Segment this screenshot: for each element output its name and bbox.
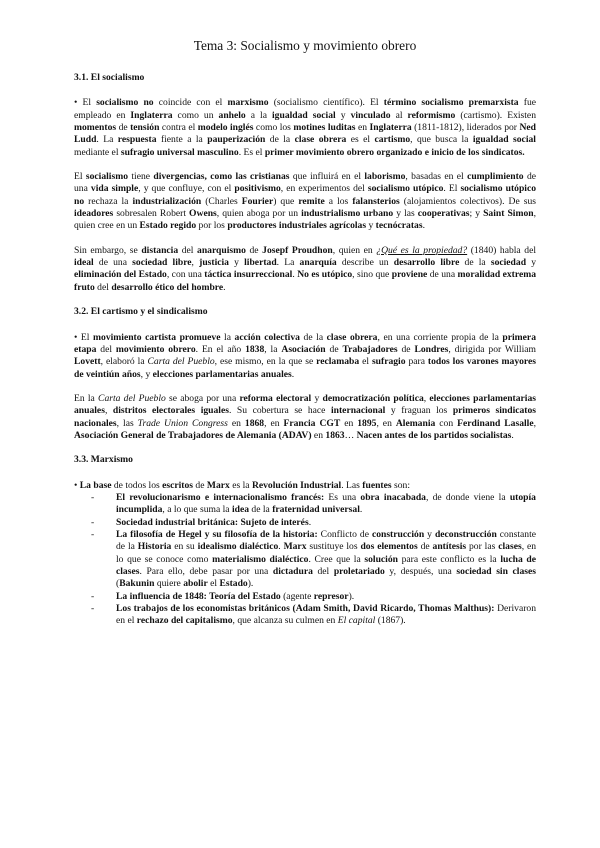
text-run: idea — [231, 504, 249, 516]
text-run: y fraguan los — [385, 405, 453, 417]
text-run: en su — [171, 541, 198, 553]
text-run: táctica insurreccional — [204, 269, 293, 281]
text-run: modelo inglés — [197, 122, 254, 134]
text-run: . — [511, 429, 514, 441]
text-run: deconstrucción — [434, 528, 497, 540]
text-run: de una — [74, 171, 536, 195]
text-run: el — [359, 356, 372, 368]
text-run: Josepf Proudhon — [262, 244, 333, 256]
text-run: • — [74, 479, 80, 491]
text-run: ideal — [74, 257, 94, 269]
text-run: industrialización — [132, 195, 202, 207]
text-run: (cartismo). Existen — [455, 109, 536, 121]
text-run: acción colectiva — [234, 331, 300, 343]
text-run: Inglaterra — [369, 122, 412, 134]
text-run: • El — [74, 97, 97, 109]
text-run: socialismo no — [96, 97, 154, 109]
paragraph — [74, 393, 536, 442]
text-run: ). — [247, 578, 254, 590]
text-run: Lovett — [74, 356, 101, 368]
text-run: libertad — [244, 257, 277, 269]
text-run: • El — [74, 331, 94, 343]
text-run: dos elementos — [360, 541, 418, 553]
text-run: tiene — [128, 171, 154, 183]
text-run: al — [390, 109, 408, 121]
text-run: proletariado — [333, 566, 385, 577]
text-run: por las — [466, 541, 499, 553]
text-run: para este conflicto es la — [397, 553, 501, 565]
text-run: ideadores — [74, 208, 114, 220]
text-run: rechazo del capitalismo — [136, 615, 233, 627]
text-run: clase obrera — [326, 331, 378, 343]
text-run: por los — [196, 220, 228, 232]
text-run: La filosofía de Hegel y su filosofía de la historia: — [116, 528, 318, 540]
text-run: El — [74, 171, 86, 183]
text-run: en — [355, 122, 370, 134]
text-run: coincide con el — [153, 97, 228, 109]
text-run: , en lo que se conoce como — [116, 541, 537, 565]
text-run: de — [417, 541, 433, 553]
text-run: anhelo — [218, 109, 246, 121]
text-run: de la — [249, 504, 273, 516]
text-run: Los trabajos de los economistas británicos (Adam Smith, David Ricardo, Thomas Malthus): — [116, 603, 495, 615]
text-run: es la — [229, 479, 252, 491]
text-run: (socialismo científico). El — [268, 97, 384, 109]
text-run: utopía incumplida — [116, 491, 536, 516]
section-heading: 3.2. El cartismo y el sindicalismo — [74, 306, 208, 318]
text-run: , que alcanza su culmen en — [232, 615, 338, 627]
text-run: sociedad sin clases — [456, 566, 536, 577]
text-run: clase obrera — [294, 134, 347, 146]
document-body — [74, 72, 536, 628]
text-run: y — [424, 528, 435, 540]
text-run: Estado regido — [139, 220, 197, 232]
text-run: marxismo — [227, 97, 269, 109]
text-run: ( — [116, 578, 120, 590]
text-run: momentos — [74, 122, 117, 134]
text-run: construcción — [371, 528, 425, 540]
text-run: de — [193, 479, 207, 491]
text-run: , de donde viene la — [425, 491, 510, 503]
text-run: con — [435, 417, 458, 429]
text-run: igualdad social — [272, 109, 336, 121]
text-run: y las — [393, 208, 418, 220]
text-run: Owens — [189, 208, 217, 220]
document-title: Tema 3: Socialismo y movimiento obrero — [193, 38, 417, 53]
section-heading: 3.1. El socialismo — [74, 72, 145, 83]
text-run: Inglaterra — [130, 109, 173, 121]
text-run: . — [308, 516, 312, 528]
text-run: sociedad libre — [132, 257, 192, 269]
text-run: elecciones parlamentarias anuales — [152, 368, 292, 380]
paragraph — [74, 171, 536, 233]
text-run: productores industriales agrícolas — [227, 220, 367, 232]
text-run: . — [422, 220, 425, 232]
paragraph — [74, 480, 536, 492]
text-run: 1863 — [325, 429, 345, 441]
text-run: describe un — [336, 257, 394, 269]
text-run: antítesis — [432, 541, 467, 553]
text-run: escritos — [162, 479, 194, 491]
text-run: anarquía — [299, 257, 337, 269]
text-run: para — [405, 356, 428, 368]
text-run: , ese mismo, en la que se — [214, 356, 317, 368]
text-run: todos los varones mayores de veintiún años — [74, 356, 536, 380]
text-run: . El — [443, 183, 461, 195]
text-run: internacional — [330, 405, 386, 417]
text-run: a los — [324, 195, 353, 207]
text-run: tecnócratas — [375, 220, 423, 232]
text-run: , elaboró la — [100, 356, 148, 368]
text-run: . En el año — [195, 343, 246, 355]
text-run: vinculado — [350, 109, 391, 121]
text-run: . Para ello, debe pasar por una — [139, 566, 273, 577]
text-run: El capital — [337, 615, 376, 627]
text-run: , basadas en el — [405, 171, 468, 183]
text-run: positivismo — [234, 183, 281, 195]
text-run: ) que — [273, 195, 299, 207]
paragraph — [74, 245, 536, 294]
list-item — [116, 591, 536, 603]
text-run: y — [228, 257, 245, 269]
text-run: movimiento obrero — [115, 343, 196, 355]
text-run: es el — [346, 134, 375, 146]
text-run: del — [178, 244, 198, 256]
text-run: en — [311, 429, 326, 441]
text-run: obra inacabada — [360, 491, 426, 503]
text-run: elecciones parlamentarias anuales — [74, 392, 536, 417]
text-run: igualdad social — [472, 134, 536, 146]
text-run: socialismo — [85, 171, 128, 183]
text-run: Carta del Pueblo — [98, 392, 166, 404]
text-run: Francia CGT — [283, 417, 341, 429]
text-run: como un — [172, 109, 219, 121]
text-run: cumplimiento — [467, 171, 524, 183]
text-run: (Charles — [201, 195, 242, 207]
text-run: moralidad extrema fruto — [74, 269, 536, 293]
text-run: de todos los — [111, 479, 163, 491]
text-run: Derivaron en el — [116, 603, 536, 627]
text-run: . Es el — [238, 146, 265, 158]
text-run: industrialismo urbano — [301, 208, 394, 220]
text-run: sustituye los — [306, 541, 361, 553]
text-run: de una — [93, 257, 133, 269]
text-run: Marx — [206, 479, 230, 491]
text-run: . — [359, 504, 363, 516]
text-run: El revolucionarismo e internacionalismo francés: — [116, 491, 325, 503]
text-run: Bakunin — [119, 578, 155, 590]
text-run: , a lo que suma la — [162, 504, 232, 516]
text-run: , en — [264, 417, 284, 429]
text-run: ; y — [469, 208, 484, 220]
text-run: Saint Simon — [483, 208, 534, 220]
text-run: de — [397, 343, 415, 355]
text-run: , en experimentos del — [280, 183, 368, 195]
text-run: del — [96, 343, 116, 355]
text-run: de la — [459, 257, 491, 269]
text-run: . Cree que la — [308, 553, 365, 565]
text-run: y — [311, 392, 323, 404]
text-run: 1895 — [357, 417, 377, 429]
text-run: . La — [96, 134, 118, 146]
text-run: (alojamientos colectivos). De sus — [399, 195, 537, 207]
text-run: Historia — [137, 541, 172, 553]
text-run: , y que confluye, con el — [138, 183, 235, 195]
text-run: , sino que — [352, 269, 392, 281]
text-run: y, después, una — [384, 566, 457, 577]
text-run: Sociedad industrial británica: Sujeto de interés — [116, 516, 309, 528]
text-run: solución — [364, 553, 398, 565]
text-run: remite — [298, 195, 325, 207]
text-run: dictadura — [272, 566, 313, 577]
text-run: Trade Union Congress — [137, 417, 228, 429]
text-run: Sin embargo, se — [74, 244, 142, 256]
paragraph — [74, 332, 536, 381]
text-run: represor — [313, 590, 349, 602]
text-run: , las — [116, 417, 138, 429]
text-run: primeros sindicatos nacionales — [74, 405, 537, 429]
text-run: cooperativas — [417, 208, 470, 220]
section-heading: 3.3. Marxismo — [74, 454, 133, 466]
text-run: de — [325, 343, 343, 355]
text-run: y — [366, 220, 376, 232]
text-run: mediante el — [74, 146, 121, 158]
text-run: , y — [140, 368, 153, 380]
paragraph — [74, 97, 536, 159]
text-run: , — [423, 392, 430, 404]
text-run: sufragio universal masculino — [120, 146, 239, 158]
text-run: se aboga por una — [165, 392, 240, 404]
text-run: Carta del Pueblo — [147, 356, 215, 368]
text-run: lucha de clases — [116, 553, 537, 577]
text-run: tensión — [130, 122, 160, 134]
text-run: , la — [264, 343, 282, 355]
text-run: rechaza la — [84, 195, 133, 207]
text-run: La influencia de 1848: Teoría del Estado — [116, 590, 281, 602]
source-list — [74, 492, 536, 628]
text-run: 1838 — [245, 343, 265, 355]
text-run: . — [223, 281, 226, 293]
text-run: Asociación General de Trabajadores de Alemania (ADAV) — [74, 429, 312, 441]
text-run: y — [335, 109, 351, 121]
text-run: desarrollo libre — [393, 257, 460, 269]
text-run: pauperización — [207, 134, 266, 146]
text-run: La base — [79, 479, 112, 491]
text-run: vida simple — [90, 183, 139, 195]
text-run: idealismo dialéctico — [197, 541, 279, 553]
text-run: movimiento cartista promueve — [93, 331, 221, 343]
text-run: . Las — [341, 479, 363, 491]
text-run: quiere — [154, 578, 184, 590]
text-run: . — [292, 269, 298, 281]
list-item — [116, 529, 536, 591]
text-run: (1811-1812), liderados por — [411, 122, 520, 134]
text-run: . — [291, 368, 295, 380]
text-run: primer movimiento obrero organizado e inicio de los sindicatos. — [264, 146, 525, 158]
text-run: , quien en — [332, 244, 377, 256]
text-run: de — [245, 244, 263, 256]
text-run: , en — [376, 417, 396, 429]
text-run: , — [104, 405, 113, 417]
text-run: primera etapa — [74, 331, 536, 355]
text-run: sociedad — [490, 257, 527, 269]
text-run: , — [191, 257, 200, 269]
text-run: como los — [253, 122, 294, 134]
text-run: , dirigida por William — [448, 343, 536, 355]
text-run: socialismo utópico no — [74, 183, 536, 207]
text-run: . La — [276, 257, 300, 269]
text-run: Trabajadores — [342, 343, 398, 355]
text-run: de una — [427, 269, 458, 281]
text-run: en — [227, 417, 245, 429]
text-run: materialismo dialéctico — [212, 553, 309, 565]
text-run: Marx — [283, 541, 307, 553]
text-run: fraternidad universal — [272, 504, 360, 516]
text-run: la — [220, 331, 235, 343]
text-run: , que busca la — [410, 134, 473, 146]
text-run: reclamaba — [316, 356, 360, 368]
text-run: , en una corriente propia de la — [377, 331, 503, 343]
text-run: falansterios — [352, 195, 400, 207]
text-run: fiente a la — [156, 134, 208, 146]
text-run: cartismo — [374, 134, 411, 146]
text-run: 1868 — [244, 417, 265, 429]
text-run: reforma electoral — [239, 392, 312, 404]
text-run: Ned Ludd — [74, 122, 536, 146]
list-item — [116, 517, 536, 529]
text-run: contra el — [159, 122, 198, 134]
text-run: Estado — [219, 578, 248, 590]
text-run: reformismo — [407, 109, 456, 121]
text-run: Fourier — [241, 195, 274, 207]
text-run: Alemania — [395, 417, 436, 429]
text-run: Conflicto de — [317, 528, 372, 540]
text-run: … — [344, 429, 357, 441]
text-run: del — [312, 566, 334, 577]
text-run: (1867). — [375, 615, 406, 627]
text-run: (agente — [280, 590, 314, 602]
text-run: En la — [74, 392, 99, 404]
text-run: de — [116, 122, 131, 134]
text-run: . Su cobertura se hace — [228, 405, 331, 417]
text-run: anarquismo — [197, 244, 246, 256]
text-run: fuentes — [362, 479, 392, 491]
list-item — [116, 492, 536, 517]
text-run: Nacen antes de los partidos socialistas — [356, 429, 512, 441]
text-run: , quien aboga por un — [216, 208, 302, 220]
text-run: justicia — [199, 257, 229, 269]
text-run: abolir — [183, 578, 208, 590]
text-run: respuesta — [117, 134, 157, 146]
text-run: Asociación — [281, 343, 326, 355]
text-run: socialismo utópico — [367, 183, 444, 195]
text-run: clases — [498, 541, 522, 553]
text-run: proviene — [391, 269, 428, 281]
text-run: laborismo — [364, 171, 406, 183]
text-run: motines luditas — [293, 122, 356, 134]
text-run: democratización política — [322, 392, 424, 404]
text-run: de la — [299, 331, 327, 343]
text-run: del — [94, 281, 112, 293]
text-run: en — [340, 417, 358, 429]
text-run: Es una — [324, 491, 361, 503]
text-run: fue empleado en — [74, 97, 536, 121]
text-run: , con una — [166, 269, 205, 281]
text-run: son: — [391, 479, 411, 491]
text-run: Revolución Industrial — [251, 479, 342, 491]
text-run: sobresalen Robert — [113, 208, 190, 220]
text-run: (1840) habla del — [467, 244, 536, 256]
list-item — [116, 603, 536, 628]
text-run: ). — [348, 590, 355, 602]
text-run: desarrollo ético del hombre — [111, 281, 224, 293]
text-run: . — [278, 541, 284, 553]
text-run: , quien cree en un — [74, 208, 536, 232]
text-run: distritos electorales iguales — [112, 405, 229, 417]
text-run: a la — [245, 109, 273, 121]
text-run: que influirá en el — [289, 171, 365, 183]
text-run: , — [533, 417, 536, 429]
text-run: y — [526, 257, 537, 269]
text-run: Ferdinand Lasalle — [457, 417, 534, 429]
text-run: constante de la — [116, 528, 536, 553]
text-run: distancia — [141, 244, 179, 256]
text-run: eliminación del Estado — [74, 269, 167, 281]
text-run: Londres — [414, 343, 449, 355]
text-run: No es utópico — [297, 269, 353, 281]
text-run: ¿Qué es la propiedad? — [376, 244, 468, 256]
text-run: el — [207, 578, 220, 590]
text-run: divergencias, como las cristianas — [153, 171, 290, 183]
text-run: término socialismo premarxista — [383, 97, 519, 109]
text-run: de la — [265, 134, 295, 146]
text-run: sufragio — [371, 356, 406, 368]
